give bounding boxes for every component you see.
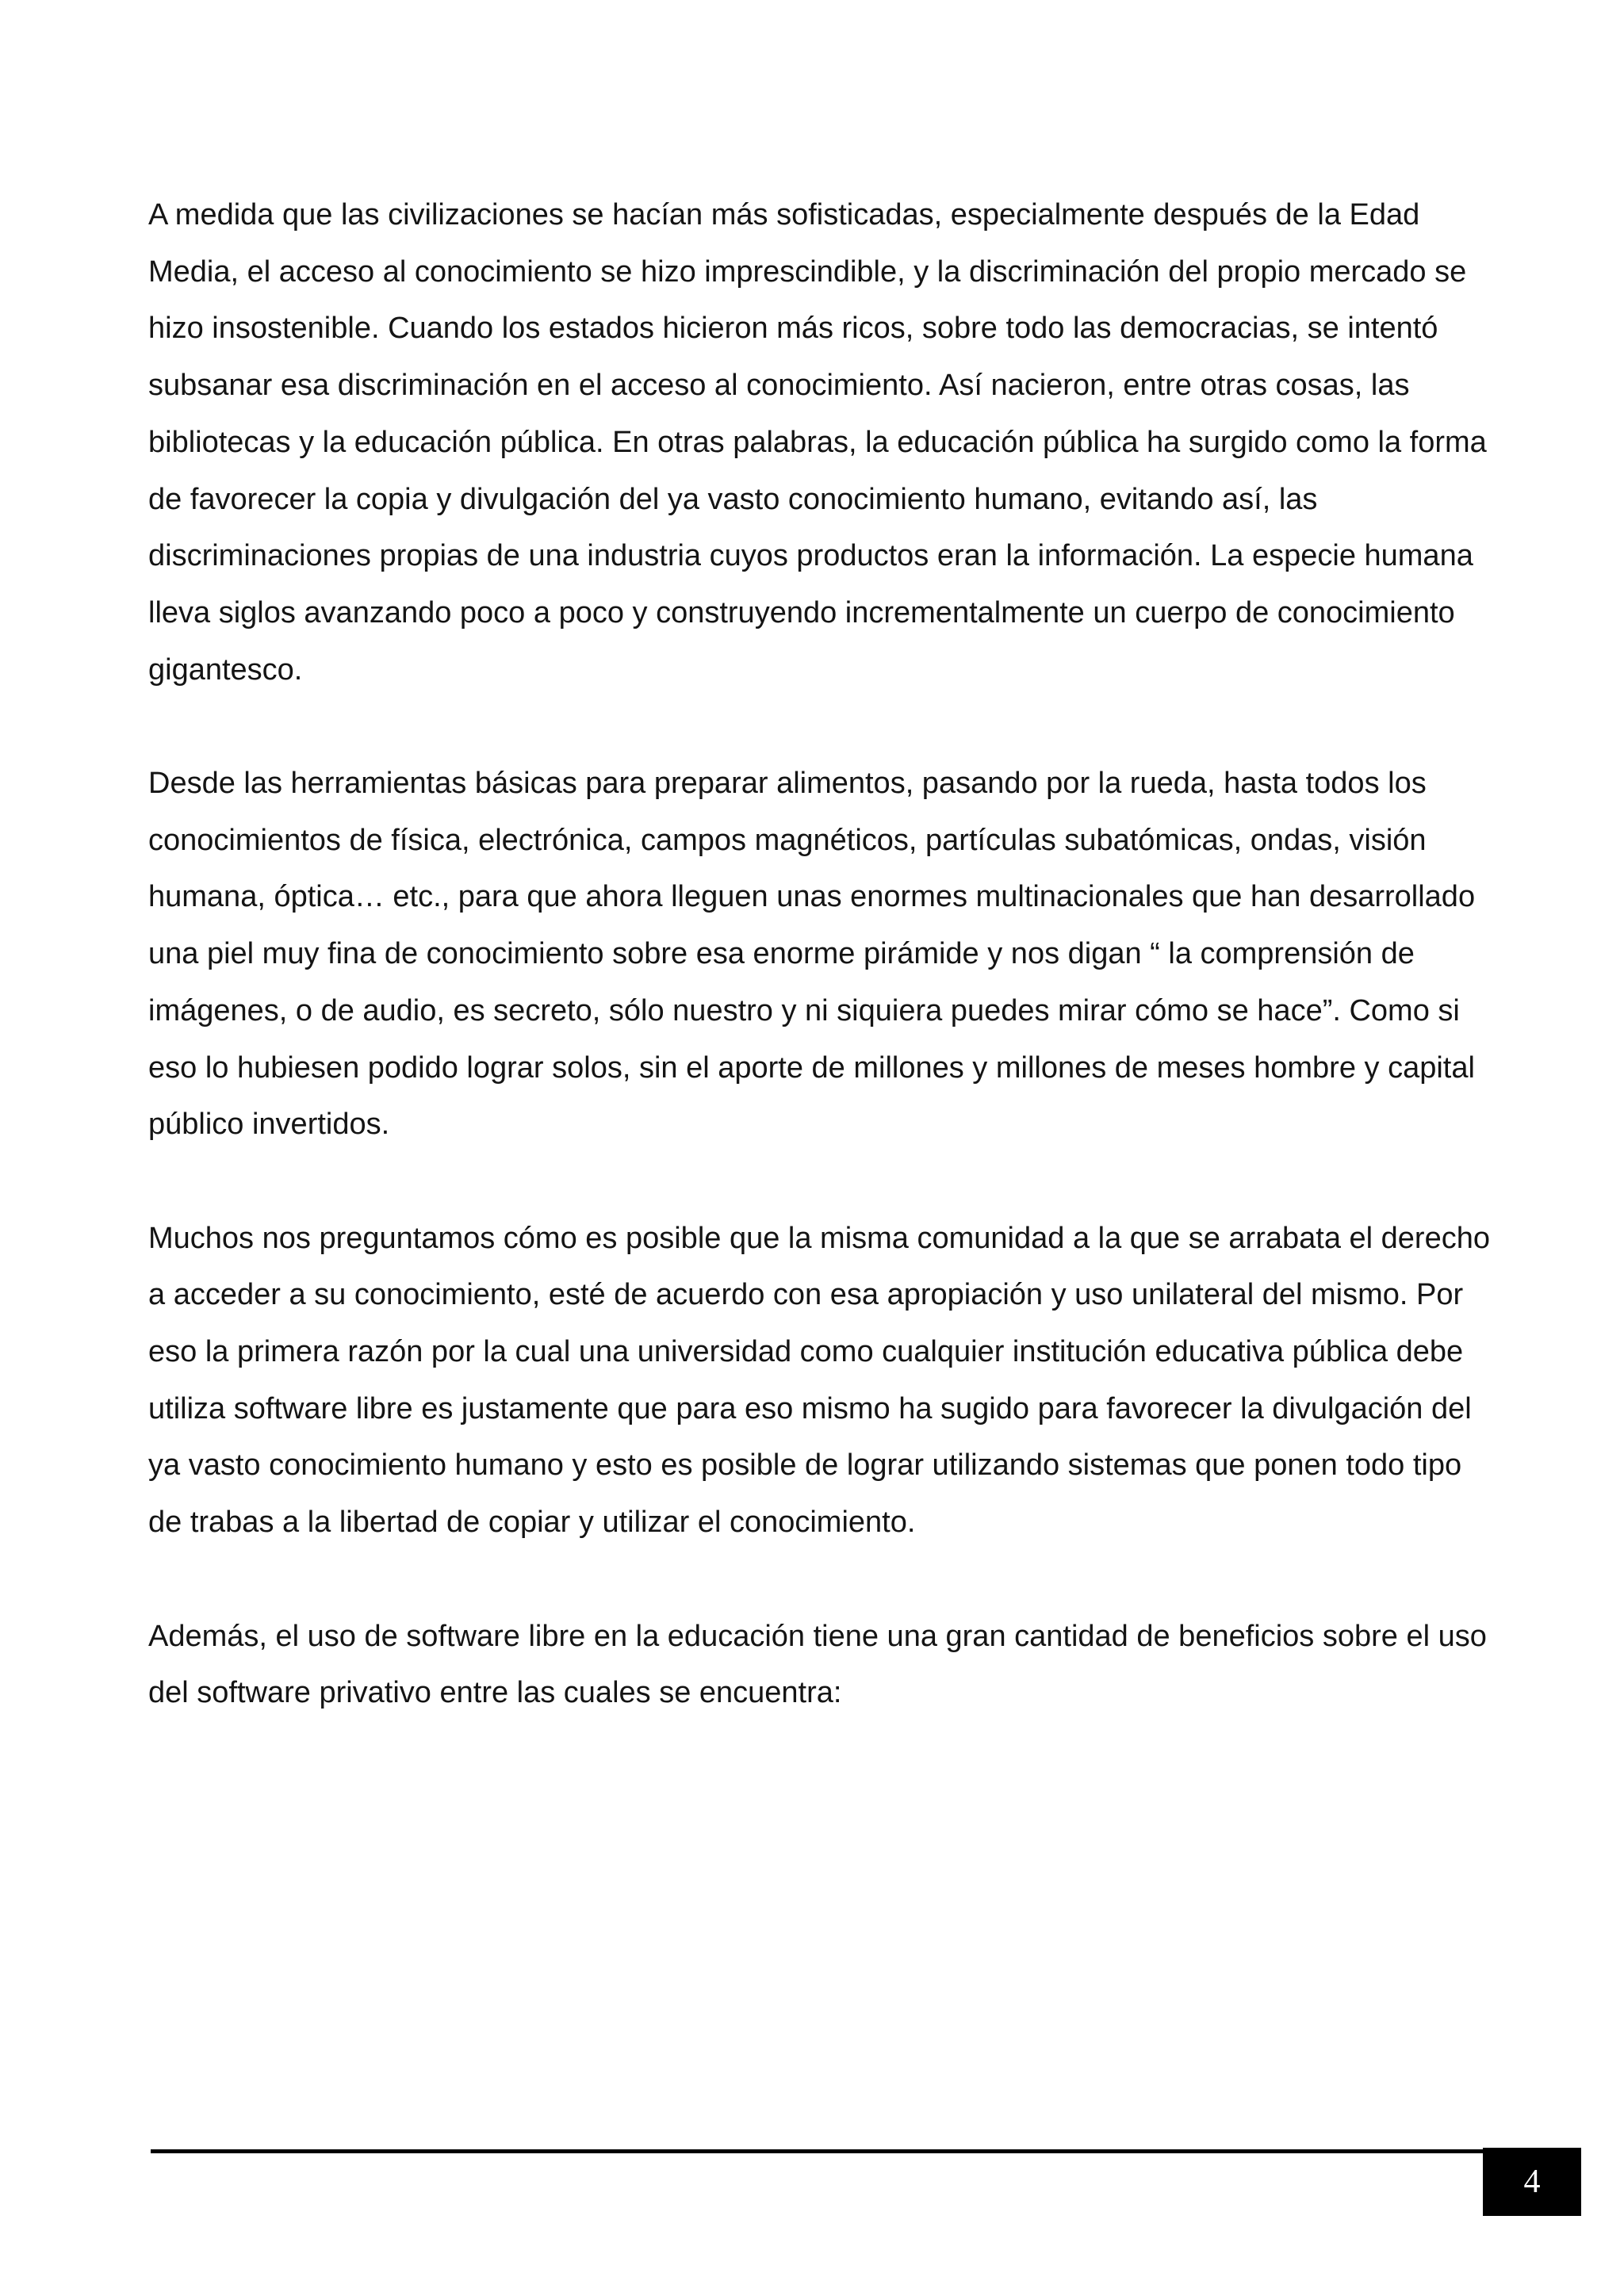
footer-rule	[151, 2149, 1488, 2153]
paragraph-2: Desde las herramientas básicas para preparar alimentos, pasando por la rueda, hasta todos los conocimientos de física, electrónica, campos magnéticos, partículas subatómicas, ondas, visión humana, óptica… etc., para que ahora lleguen unas enormes multinacionales que han desarrollado una piel muy fina de conocimiento sobre esa enorme pirámide y nos digan “ la comprensión de imágenes, o de audio, es secreto, sólo nuestro y ni siquiera puedes mirar cómo se hace”. Como si eso lo hubiesen podido lograr solos, sin el aporte de millones y millones de meses hombre y capital público invertidos.	[148, 767, 1476, 1142]
page-number-box	[1483, 2148, 1581, 2216]
paragraph-1: A medida que las civilizaciones se hacían más sofisticadas, especialmente después de la Edad Media, el acceso al conocimiento se hizo imprescindible, y la discriminación del propio mercado se hizo insostenible. Cuando los estados hicieron más ricos, sobre todo las democracias, se intentó subsanar esa discriminación en el acceso al conocimiento. Así nacieron, entre otras cosas, las bibliotecas y la educación pública. En otras palabras, la educación pública ha surgido como la forma de favorecer la copia y divulgación del ya vasto conocimiento humano, evitando así, las discriminaciones propias de una industria cuyos productos eran la información. La especie humana lleva siglos avanzando poco a poco y construyendo incrementalmente un cuerpo de conocimiento gigantesco.	[148, 198, 1487, 687]
page-number: 4	[1523, 2164, 1541, 2200]
paragraph-4: Además, el uso de software libre en la educación tiene una gran cantidad de beneficios sobre el uso del software privativo entre las cuales se encuentra:	[148, 1619, 1487, 1710]
paragraph-3: Muchos nos preguntamos cómo es posible que la misma comunidad a la que se arrabata el derecho a acceder a su conocimiento, esté de acuerdo con esa apropiación y uso unilateral del mismo. Por eso la primera razón por la cual una universidad como cualquier institución educativa pública debe utiliza software libre es justamente que para eso mismo ha sugido para favorecer la divulgación del ya vasto conocimiento humano y esto es posible de lograr utilizando sistemas que ponen todo tipo de trabas a la libertad de copiar y utilizar el conocimiento.	[148, 1221, 1490, 1540]
body-text	[148, 187, 1496, 1779]
